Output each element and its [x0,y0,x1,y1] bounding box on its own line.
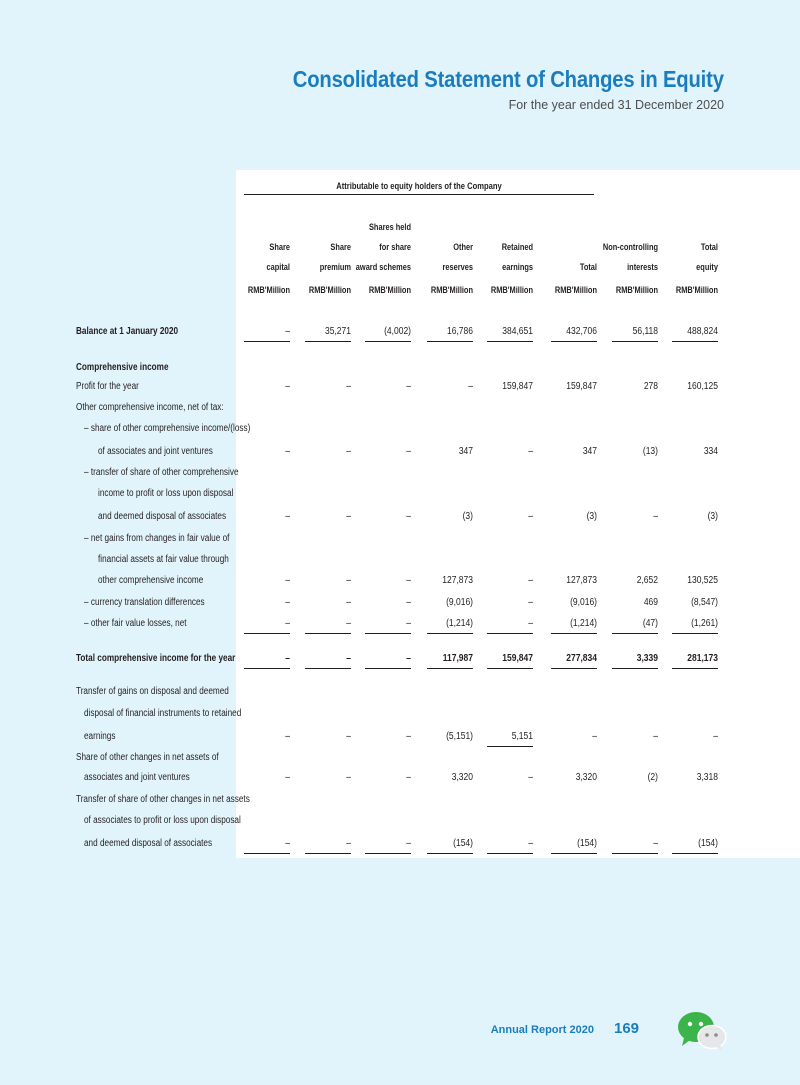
row-label: – currency translation differences [84,597,205,608]
cell-value: (154) [453,838,473,849]
cell-value: – [406,653,411,664]
column-header-l3: earnings [502,262,533,273]
cell-value: 384,651 [502,326,533,337]
cell-value: (1,214) [570,618,597,629]
cell-value: – [346,597,351,608]
cell-value: – [285,381,290,392]
cell-value: 347 [458,446,473,457]
cell-underline [487,668,533,669]
cell-value: 35,271 [324,326,351,337]
row-label: other comprehensive income [98,575,204,586]
row-label: financial assets at fair value through [98,554,229,565]
row-label: and deemed disposal of associates [98,511,227,522]
cell-underline [612,633,658,634]
column-header-l2: Non-controlling [602,242,658,253]
row-label: Total comprehensive income for the year [76,653,236,664]
cell-value: – [653,838,658,849]
cell-underline [427,853,473,854]
cell-value: 127,873 [442,575,473,586]
row-label: Profit for the year [76,381,139,392]
cell-value: (5,151) [446,731,473,742]
group-header-rule [244,194,594,195]
column-header-l3: reserves [442,262,473,273]
cell-value: 488,824 [687,326,718,337]
cell-value: 3,318 [696,772,718,783]
cell-underline [672,853,718,854]
column-header-l3: award schemes [355,262,411,273]
cell-underline [244,853,290,854]
cell-underline [427,341,473,342]
page-number: 169 [614,1020,640,1037]
cell-value: – [346,446,351,457]
column-header-l1: Shares held [368,222,411,233]
cell-value: – [346,731,351,742]
cell-underline [427,633,473,634]
cell-value: – [285,653,290,664]
row-label: disposal of financial instruments to retained [84,708,242,719]
cell-value: – [346,838,351,849]
cell-value: 3,339 [636,653,658,664]
column-header-unit: RMB'Million [490,285,533,296]
row-label: – other fair value losses, net [84,618,187,629]
cell-value: 5,151 [511,731,533,742]
row-label: Transfer of share of other changes in net assets [76,794,250,805]
cell-value: – [285,772,290,783]
row-label: – share of other comprehensive income/(loss) [84,423,251,434]
column-header-l3: premium [319,262,351,273]
cell-value: – [346,575,351,586]
cell-underline [487,853,533,854]
cell-value: – [528,618,533,629]
cell-value: 3,320 [575,772,597,783]
column-header-unit: RMB'Million [554,285,597,296]
cell-value: – [528,446,533,457]
row-label: Transfer of gains on disposal and deemed [76,686,229,697]
row-label: earnings [84,731,116,742]
cell-value: 117,987 [442,653,473,664]
cell-value: – [285,618,290,629]
cell-value: – [528,511,533,522]
row-label: Other comprehensive income, net of tax: [76,402,224,413]
cell-value: – [406,511,411,522]
column-header-l2: Share [269,242,290,253]
cell-underline [244,341,290,342]
cell-value: – [713,731,718,742]
cell-value: (47) [642,618,658,629]
cell-value: (3) [707,511,718,522]
column-header-l3: Total [579,262,597,273]
cell-value: – [406,381,411,392]
cell-value: – [406,772,411,783]
page-title: Consolidated Statement of Changes in Equity [292,66,724,92]
cell-value: – [285,731,290,742]
cell-value: – [528,838,533,849]
cell-value: 159,847 [502,381,533,392]
cell-underline [305,341,351,342]
cell-value: 160,125 [687,381,718,392]
cell-underline [244,633,290,634]
cell-value: 2,652 [636,575,658,586]
cell-underline [672,633,718,634]
column-header-l2: Total [700,242,718,253]
cell-underline [365,341,411,342]
cell-underline [365,633,411,634]
cell-value: – [406,618,411,629]
page-subtitle: For the year ended 31 December 2020 [508,98,724,112]
cell-value: 281,173 [687,653,718,664]
cell-value: – [346,511,351,522]
cell-underline [612,853,658,854]
column-header-l2: Share [330,242,351,253]
cell-value: 159,847 [566,381,597,392]
cell-value: – [653,511,658,522]
column-header-l3: capital [266,262,290,273]
cell-value: – [346,381,351,392]
cell-value: – [406,838,411,849]
cell-value: (1,261) [691,618,718,629]
cell-value: (154) [577,838,597,849]
cell-value: 278 [643,381,658,392]
cell-value: (154) [698,838,718,849]
column-header-l3: interests [627,262,658,273]
cell-value: – [346,618,351,629]
cell-underline [487,746,533,747]
column-header-unit: RMB'Million [368,285,411,296]
cell-value: – [653,731,658,742]
column-header-unit: RMB'Million [615,285,658,296]
cell-underline [427,668,473,669]
cell-value: (9,016) [446,597,473,608]
cell-underline [305,853,351,854]
cell-value: (2) [647,772,658,783]
cell-underline [551,853,597,854]
cell-value: 130,525 [687,575,718,586]
footer-report-label: Annual Report 2020 [490,1024,594,1036]
group-header: Attributable to equity holders of the Company [336,181,502,192]
cell-value: 56,118 [632,326,658,337]
cell-underline [365,668,411,669]
row-label: Balance at 1 January 2020 [76,326,179,337]
column-header-unit: RMB'Million [675,285,718,296]
cell-value: 432,706 [566,326,597,337]
cell-value: – [468,381,473,392]
cell-value: – [285,597,290,608]
cell-underline [365,853,411,854]
cell-value: (3) [462,511,473,522]
cell-value: – [285,511,290,522]
cell-value: – [285,575,290,586]
cell-underline [612,668,658,669]
row-label: income to profit or loss upon disposal [98,488,234,499]
cell-value: 16,786 [446,326,473,337]
cell-underline [672,341,718,342]
cell-underline [612,341,658,342]
cell-value: 277,834 [566,653,597,664]
cell-value: – [528,575,533,586]
cell-underline [305,668,351,669]
cell-underline [551,633,597,634]
cell-value: – [285,446,290,457]
row-label: Share of other changes in net assets of [76,752,219,763]
column-header-l2: for share [379,242,411,253]
cell-value: 159,847 [502,653,533,664]
column-header-l2: Other [453,242,473,253]
cell-value: (4,002) [384,326,411,337]
cell-value: – [285,838,290,849]
row-label: Comprehensive income [76,362,169,373]
cell-value: (8,547) [691,597,718,608]
cell-value: (3) [586,511,597,522]
cell-value: – [346,653,351,664]
row-label: associates and joint ventures [84,772,190,783]
cell-value: – [406,731,411,742]
cell-value: – [592,731,597,742]
cell-value: – [406,575,411,586]
row-label: – transfer of share of other comprehensive [84,467,239,478]
row-label: and deemed disposal of associates [84,838,213,849]
cell-underline [487,341,533,342]
cell-value: 334 [703,446,718,457]
cell-underline [305,633,351,634]
cell-value: (1,214) [446,618,473,629]
cell-underline [551,341,597,342]
cell-underline [244,668,290,669]
cell-value: – [528,772,533,783]
cell-value: – [406,597,411,608]
cell-value: (13) [642,446,658,457]
row-label: of associates to profit or loss upon disposal [84,815,241,826]
cell-value: (9,016) [570,597,597,608]
cell-underline [672,668,718,669]
cell-underline [551,668,597,669]
wechat-logo-icon [676,1010,728,1052]
cell-value: – [406,446,411,457]
column-header-l2: Retained [501,242,533,253]
column-header-unit: RMB'Million [430,285,473,296]
cell-value: 127,873 [566,575,597,586]
column-header-unit: RMB'Million [247,285,290,296]
cell-value: – [528,597,533,608]
column-header-l3: equity [696,262,718,273]
row-label: – net gains from changes in fair value of [84,533,230,544]
cell-underline [487,633,533,634]
cell-value: – [346,772,351,783]
cell-value: 347 [582,446,597,457]
cell-value: 469 [643,597,658,608]
row-label: of associates and joint ventures [98,446,213,457]
cell-value: – [285,326,290,337]
cell-value: 3,320 [451,772,473,783]
column-header-unit: RMB'Million [308,285,351,296]
